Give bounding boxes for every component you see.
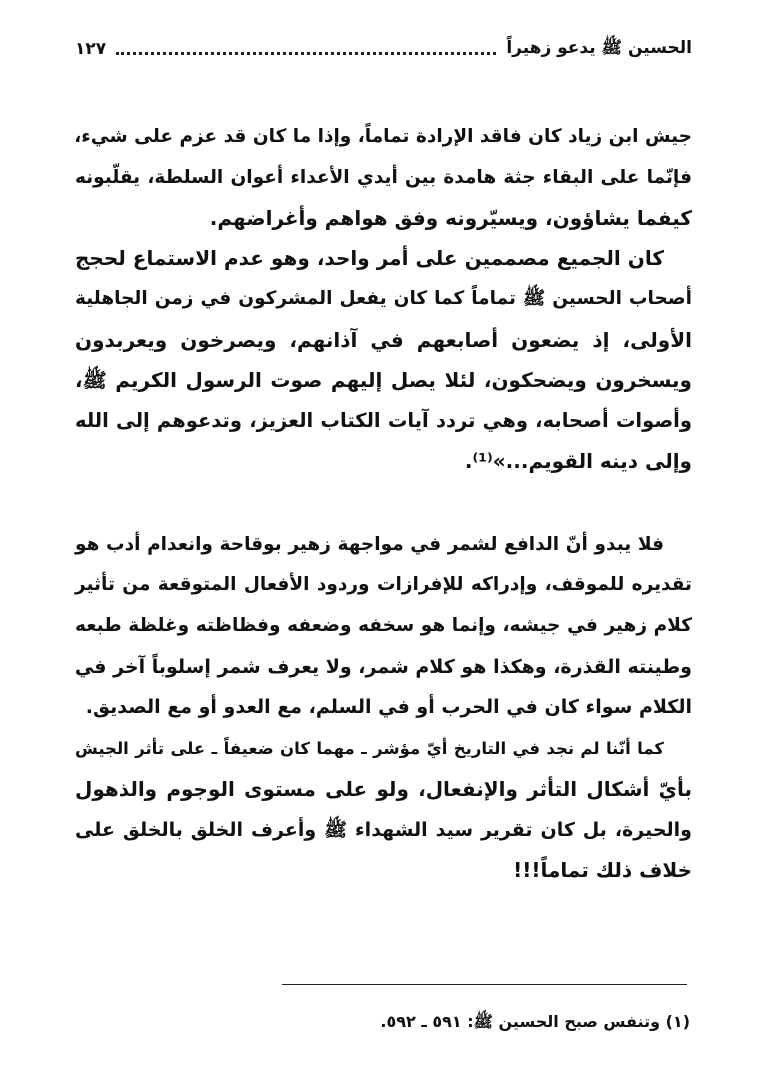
header-leader-dots [116, 44, 496, 55]
text-line: وطينته القذرة، وهكذا هو كلام شمر، ولا يعرف شمر إسلوباً آخر في [74, 656, 692, 678]
text-line: فإنّما على البقاء جثة هامدة بين أيدي الأعداء أعوان السلطة، يقلّبونه [75, 167, 692, 188]
text-line: كلام زهير في جيشه، وإنما هو سخفه وضعفه وفظاظته وغلظة طبعه [75, 615, 692, 636]
text-line: بأيّ أشكال التأثر والإنفعال، ولو على مستوى الوجوم والذهول [75, 777, 692, 801]
text-line: والحيرة، بل كان تقرير سيد الشهداء ﷺ وأعرف الخلق بالخلق على [75, 819, 692, 841]
footnote: (١) وتنفس صبح الحسين ﷺ: ٥٩١ ـ ٥٩٢. [380, 1012, 690, 1031]
text-line: كيفما يشاؤون، ويسيّرونه وفق هواهم وأغراضهم. [209, 206, 692, 230]
footnote-separator [282, 984, 687, 985]
text-line: فلا يبدو أنّ الدافع لشمر في مواجهة زهير بوقاحة وانعدام أدب هو [75, 534, 664, 555]
text-line: كان الجميع مصممين على أمر واحد، وهو عدم الاستماع لحجج [75, 246, 664, 270]
running-header [75, 34, 692, 64]
text-line: الكلام سواء كان في الحرب أو في السلم، مع العدو أو مع الصديق. [85, 696, 692, 718]
text-line: تقديره للموقف، وإدراكه للإفرازات وردود الأفعال المتوقعة من تأثير [75, 574, 692, 595]
text-line: كما أنّنا لم نجد في التاريخ أيّ مؤشر ـ مهما كان ضعيفاً ـ على تأثر الجيش [75, 739, 664, 758]
text-line: الأولى، إذ يضعون أصابعهم في آذانهم، ويصرخون ويعربدون [75, 328, 692, 352]
text-line: خلاف ذلك تماماً!!! [513, 858, 692, 882]
text-line: وإلى دينه القويم...»⁽¹⁾. [464, 449, 692, 473]
text-line: وأصوات أصحابه، وهي تردد آيات الكتاب العزيز، وتدعوهم إلى الله [75, 409, 692, 432]
text-line: أصحاب الحسين ﷺ تماماً كما كان يفعل المشركون في زمن الجاهلية [75, 288, 692, 309]
text-line: جيش ابن زياد كان فاقد الإرادة تماماً، وإذا ما كان قد عزم على شيء، [74, 126, 692, 147]
page-number: ١٢٧ [75, 39, 107, 59]
text-line: ويسخرون ويضحكون، لئلا يصل إليهم صوت الرسول الكريم ﷺ، [75, 368, 692, 392]
header-title: الحسين ﷺ يدعو زهيراً [506, 37, 692, 58]
